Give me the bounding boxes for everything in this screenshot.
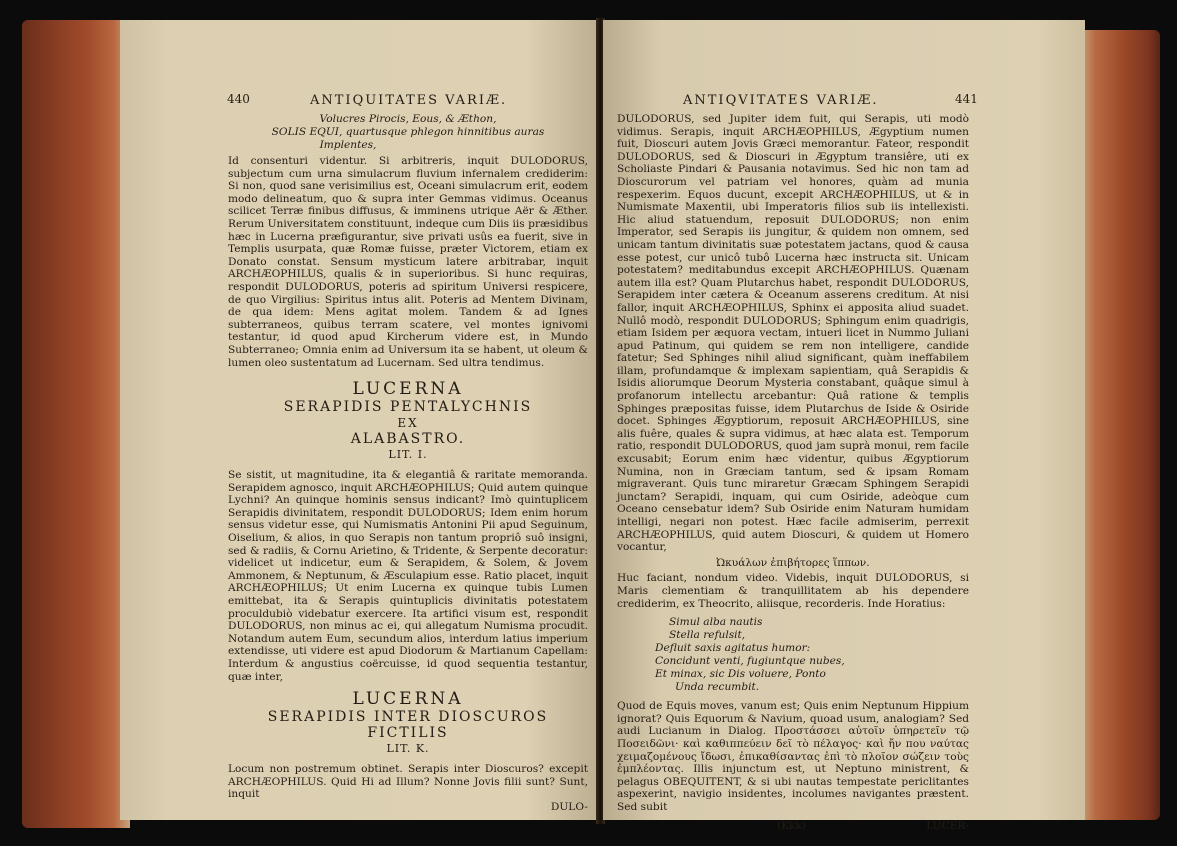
left-paragraph-3: Locum non postremum obtinet. Serapis inter Dioscuros? excepit ARCHÆOPHILUS. Quid Hi ad Illum? Nonne Jovis filii sunt? Sunt, inquit (228, 763, 588, 801)
left-text-block (228, 113, 588, 814)
right-page (603, 20, 1085, 832)
lit-k: LIT. K. (386, 742, 430, 756)
right-page-edges (1080, 30, 1160, 820)
left-catchword: DULO- (550, 800, 588, 813)
signature-mark: (Kkk) (777, 819, 807, 832)
verse-line-1: Volucres Pirocis, Eous, & Æthon, (319, 113, 497, 125)
poem-line-6: Unda recumbit. (675, 681, 760, 694)
right-paragraph-1: DULODORUS, sed Jupiter idem fuit, qui Serapis, uti modò vidimus. Serapis, inquit ARCHÆOPHILUS, Ægyptium numen fuit, Dioscuri autem Jovis Græci memorantur. Fateor, respondit DULODORUS, sed & Dioscuri in Ægyptum transiêre, uti ex Scholiaste Pindari & Pausania notavimus. Sed hic non tam ad Dioscurorum vel patriam vel honores, quàm ad munia respexerim. Equos ducunt, excepit ARCHÆOPHILUS, ut & in Numismate Maxentii, ubi Imperatoris filios sub iis intellexisti. Hic aliud statuendum, reposuit DULODORUS; non enim Imperator, sed Serapis iis jungitur, & quidem non omnem, sed unicam tantum divinitatis suæ potestatem jactans, quod & causa esse potest, cur unicô tubô Lucerna hæc instructa sit. Unicam potestatem? meditabundus excepit ARCHÆOPHILUS. Quænam autem illa est? Quam Plutarchus habet, respondit DULODORUS, Serapidem inter cætera & Oceanum asserens creditum. At nisi fallor, inquit ARCHÆOPHILUS, Sphinx ei apposita aliud suadet. Nullô modò, respondit DULODORUS; Sphingum enim quadrigis, etiam Isidem per æquora vectam, intueri licet in Nummo Juliani apud Patinum, qui quidem se rem non intelligere, candide fatetur; Sed Sphinges nihil aliud significant, quàm ineffabilem illam, profundamque & implexam sapientiam, quâ Serapidis & Isidis aliorumque Deorum Mysteria constabant, quâque simul à profanorum intellectu arcebantur: Quâ ratione & templis Sphinges præpositas fuisse, idem Plutarchus de Iside & Osiride docet. Sphinges Ægyptiorum, reposuit ARCHÆOPHILUS, sine alis fuêre, quales & supra vidimus, at hæc alata est. Temporum ratio, respondit DULODORUS, quod jam suprà monui, rem facile excusabit; Eorum enim hæc videntur, quibus Ægyptiorum Numina, non in Græciam tantum, sed & ipsam Romam migraverant. Quis tunc miraretur Græcam Sphingem Serapidi junctam? Serapidi, inquam, qui cum Osiride, adeòque cum Oceano censebatur idem? Sub Osiride enim Naturam humidam intelligi, negari non potest. Hæc facile admiserim, perrexit ARCHÆOPHILUS, quid autem Dioscuri, & quidem ut Homero vocantur, (617, 113, 969, 554)
right-running-head: ANTIQVITATES VARIÆ. (683, 93, 879, 108)
heading1-line-4: ALABASTRO. (350, 431, 466, 448)
heading2-line-3: FICTILIS (367, 725, 449, 742)
heading2-line-2: SERAPIDIS INTER DIOSCUROS (267, 709, 549, 726)
left-running-head: ANTIQUITATES VARIÆ. (310, 93, 508, 108)
poem-line-1: Simul alba nautis (669, 616, 763, 629)
right-text-block (617, 113, 969, 838)
left-paragraph-1: Id consenturi videntur. Si arbitreris, inquit DULODORUS, subjectum cum urna simulacrum fluvium infernalem crediderim: Si non, quod sane verisimilius est, Oceani simulacrum erit, eodem modo delineatum, quo & supra inter Gemmas vidimus. Oceanus scilicet Terræ finibus diffusus, & imminens utrique Aër & Æther. Rerum Universitatem constituunt, indeque cum Diis iis præsidibus hæc in Lucerna præfigurantur, sive privati usûs ea fuerit, sive in Templis usurpata, quæ Romæ fuisse, præter Victorem, etiam ex Donato constat. Sensum mysticum latere arbitrabar, inquit ARCHÆOPHILUS, qualis & in superioribus. Si hunc requiras, respondit DULODORUS, poteris ad spiritum Universi respicere, de quo Virgilius: Spiritus intus alit. Poteris ad Mentem Divinam, de qua idem: Mens agitat molem. Tandem & ad Ignes subterraneos, quibus terram scatere, vel montes ignivomi testantur, id quod apud Kircherum videre est, in Mundo Subterraneo; Omnia enim ad Universum ita se habent, ut oleum & lumen oleo sustentatum ad Lucernam. Sed ultra tendimus. (228, 155, 588, 369)
right-catchword: LUCER- (926, 819, 969, 832)
poem-line-4: Concidunt venti, fugiuntque nubes, (655, 655, 845, 668)
right-page-number: 441 (955, 92, 978, 106)
greek-verse: Ὠκυάλων ἐπιβήτορες ἵππων. (716, 556, 870, 569)
heading1-line-3: EX (397, 416, 419, 431)
left-page (120, 20, 598, 820)
verse-line-2: SOLIS EQUI, quartusque phlegon hinnitibus auras (271, 126, 545, 138)
right-paragraph-3: Quod de Equis moves, vanum est; Quis enim Neptunum Hippium ignorat? Quis Equorum & Navium, quoad usum, analogiam? Sed audi Lucianum in Dialog. Προστάσσει αὐτοῖν ὑπηρετεῖν τῷ Ποσειδῶνι· καὶ καθιππεύειν δεῖ τὸ πέλαγος· καὶ ἤν που ναύτας χειμαζομένους ἴδωσι, ἐπικαθίσαντας ἐπὶ τὸ πλοῖον σώζειν τοὺς ἐμπλέοντας. Illis injunctum est, ut Neptuno ministrent, & pelagus OBEQUITENT, & si ubi nautas tempestate periclitantes aspexerint, navigio insidentes, incolumes navigantes præstent. Sed subit (617, 700, 969, 813)
poem-line-5: Et minax, sic Dis voluere, Ponto (655, 668, 826, 681)
lit-i: LIT. I. (388, 448, 428, 462)
poem-line-2: Stella refulsit, (669, 629, 746, 642)
left-page-edges (22, 20, 130, 828)
verse-line-3: Implentes, (319, 139, 377, 151)
heading1-line-2: SERAPIDIS PENTALYCHNIS (283, 399, 533, 416)
heading1-line-1: LUCERNA (352, 379, 464, 400)
right-paragraph-2: Huc faciant, nondum video. Videbis, inquit DULODORUS, si Maris clementiam & tranquillitatem ab his dependere crediderim, ex Theocrito, aliisque, recorderis. Inde Horatius: (617, 572, 969, 610)
left-paragraph-2: Se sistit, ut magnitudine, ita & elegantiâ & raritate memoranda. Serapidem agnosco, inquit ARCHÆOPHILUS; Quid autem quinque Lychni? An quinque hominis sensus indicant? Imò quintuplicem Serapidis divinitatem, respondit DULODORUS; Idem enim horum sensus videtur esse, qui Numismatis Antonini Pii apud Seguinum, Oiselium, & alios, in quo Serapis non tantum propriô suô insigni, sed & radiis, & Cornu Arietino, & Tridente, & Serpente decoratur: videlicet ut indicetur, eum & Serapidem, & Solem, & Jovem Ammonem, & Neptunum, & Æsculapium esse. Ratio placet, inquit ARCHÆOPHILUS; Ut enim Lucerna ex quinque tubis Lumen emittebat, ita & Serapis quintuplicis divinitatis potestatem proculdubiò videbatur exercere. Ita artifici visum est, respondit DULODORUS, non minus ac ei, qui allegatum Numisma procudit. Notandum autem Eum, secundum alios, interdum latius imperium extendisse, uti videre est apud Diodorum & Martianum Capellam: Interdum & angustius coërcuisse, id quod sequentia testantur, quæ inter, (228, 469, 588, 683)
left-page-number: 440 (227, 92, 250, 106)
heading2-line-1: LUCERNA (352, 689, 464, 710)
poem-line-3: Defluit saxis agitatus humor: (655, 642, 811, 655)
